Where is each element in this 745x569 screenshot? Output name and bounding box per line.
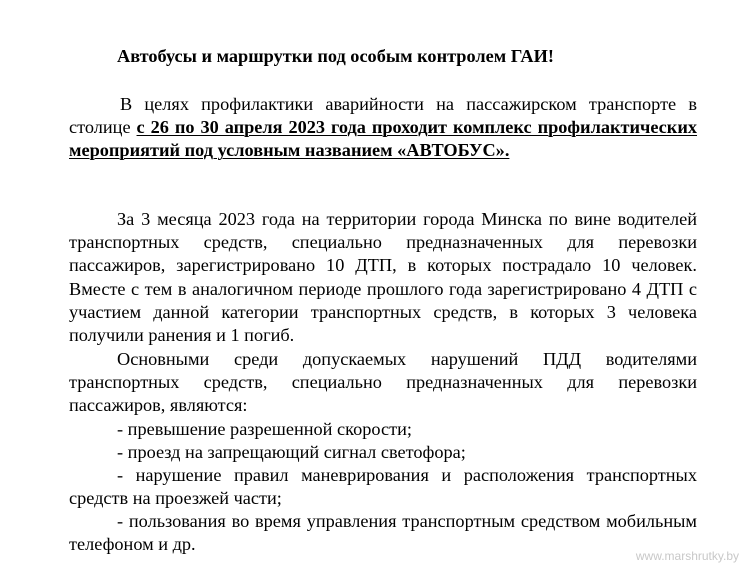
site-watermark: www.marshrutky.by xyxy=(635,549,739,563)
document-title: Автобусы и маршрутки под особым контролем ГАИ! xyxy=(117,46,554,66)
intro-emphasis-text: с 26 по 30 апреля 2023 года проходит комплекс профилактических мероприятий под условным названием «АВТОБУС». xyxy=(69,117,698,161)
violation-item: - пользования во время управления транспортным средством мобильным телефоном и др. xyxy=(69,511,697,555)
intro-lead-text: В целях профилактики аварийности на пассажирском транспорте в столице xyxy=(69,94,697,138)
violation-item: - проезд на запрещающий сигнал светофора; xyxy=(117,442,466,462)
violation-item: - нарушение правил маневрирования и расположения транспортных средств на проезжей части; xyxy=(69,465,697,509)
violations-intro-paragraph: Основными среди допускаемых нарушений ПДД водителями транспортных средств, специально предназначенных для перевозки пассажиров, являются: xyxy=(69,349,697,416)
violation-item: - превышение разрешенной скорости; xyxy=(117,419,412,439)
intro-paragraph xyxy=(69,93,697,163)
stats-paragraph: За 3 месяца 2023 года на территории города Минска по вине водителей транспортных средств, специально предназначенных для перевозки пассажиров, зарегистрировано 10 ДТП, в которых пострадало 10 человек. Вместе с тем в аналогичном периоде прошлого года зарегистрировано 4 ДТП с участием данной категории транспортных средств, в которых 3 человека получили ранения и 1 погиб. xyxy=(69,209,697,346)
